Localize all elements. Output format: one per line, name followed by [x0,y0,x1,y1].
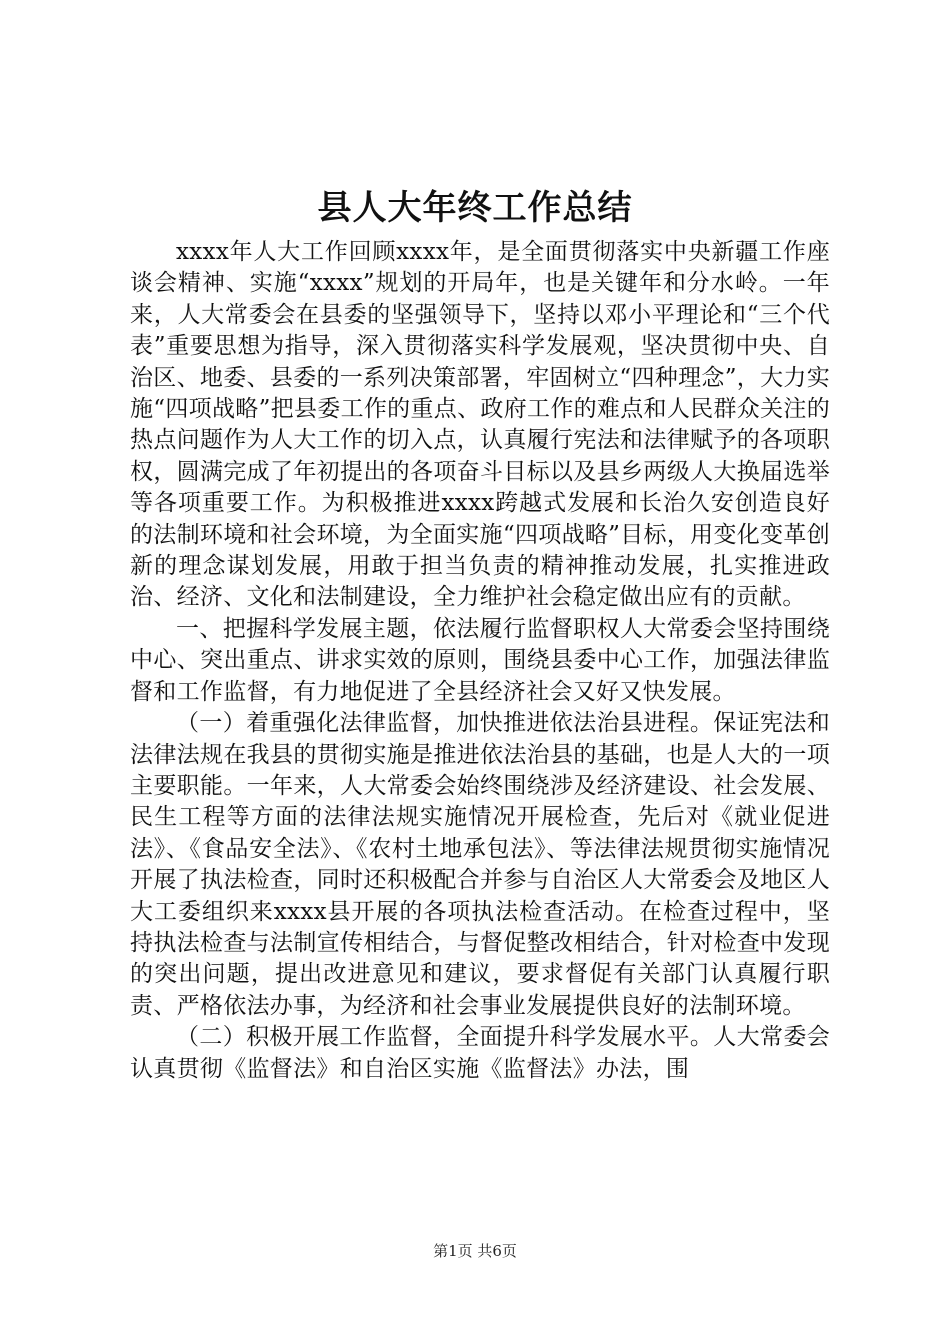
document-body [130,237,830,1085]
page-number-footer: 第1页 共6页 [433,1242,517,1260]
paragraph-subsection-2: （二）积极开展工作监督，全面提升科学发展水平。人大常委会认真贯彻《监督法》和自治区实施《监督法》办法，围 [130,1024,830,1082]
paragraph-section-1: 一、把握科学发展主题，依法履行监督职权人大常委会坚持围绕中心、突出重点、讲求实效的原则，围绕县委中心工作，加强法律监督和工作监督，有力地促进了全县经济社会又好又快发展。 [130,615,830,705]
paragraph-intro: xxxx年人大工作回顾xxxx年，是全面贯彻落实中央新疆工作座谈会精神、实施“xxxx”规划的开局年，也是关键年和分水岭。一年来，人大常委会在县委的坚强领导下，坚持以邓小平理论和“三个代表”重要思想为指导，深入贯彻落实科学发展观，坚决贯彻中央、自治区、地委、县委的一系列决策部署，牢固树立“四种理念”，大力实施“四项战略”把县委工作的重点、政府工作的难点和人民群众关注的热点问题作为人大工作的切入点，认真履行宪法和法律赋予的各项职权，圆满完成了年初提出的各项奋斗目标以及县乡两级人大换届选举等各项重要工作。为积极推进xxxx跨越式发展和长治久安创造良好的法制环境和社会环境，为全面实施“四项战略”目标，用变化变革创新的理念谋划发展，用敢于担当负责的精神推动发展，扎实推进政治、经济、文化和法制建设，全力维护社会稳定做出应有的贡献。 [130,239,830,611]
paragraph-subsection-1: （一）着重强化法律监督，加快推进依法治县进程。保证宪法和法律法规在我县的贯彻实施是推进依法治县的基础，也是人大的一项主要职能。一年来，人大常委会始终围绕涉及经济建设、社会发展、民生工程等方面的法律法规实施情况开展检查，先后对《就业促进法》、《食品安全法》、《农村土地承包法》、等法律法规贯彻实施情况开展了执法检查，同时还积极配合并参与自治区人大常委会及地区人大工委组织来xxxx县开展的各项执法检查活动。在检查过程中，坚持执法检查与法制宣传相结合，与督促整改相结合，针对检查中发现的突出问题，提出改进意见和建议，要求督促有关部门认真履行职责、严格依法办事，为经济和社会事业发展提供良好的法制环境。 [130,710,830,1019]
document-title: 县人大年终工作总结 [317,188,633,228]
